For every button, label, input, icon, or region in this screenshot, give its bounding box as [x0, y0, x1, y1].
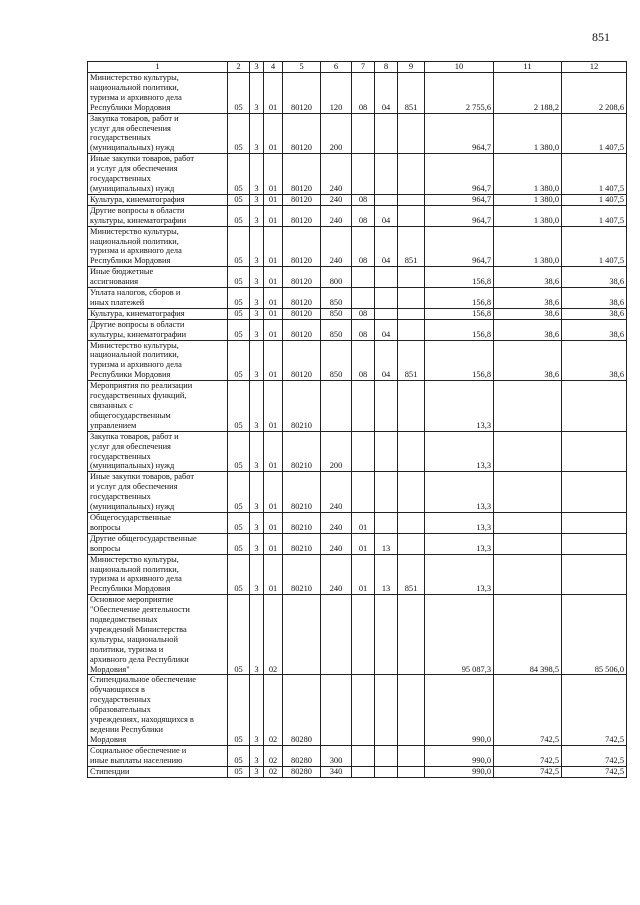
amount-year1-cell: 964,7: [425, 226, 494, 267]
section-cell: 08: [352, 226, 375, 267]
razdel-code-cell: 05: [228, 154, 250, 195]
amount-year1-cell: 964,7: [425, 205, 494, 226]
program-code-cell: 01: [264, 431, 283, 472]
razdel-code-cell: 05: [228, 431, 250, 472]
program-code-cell: 01: [264, 319, 283, 340]
section-cell: 01: [352, 554, 375, 595]
razdel-code-cell: 05: [228, 319, 250, 340]
row-name-cell: Иные бюджетные ассигнования: [88, 267, 228, 288]
amount-year2-cell: [494, 431, 562, 472]
ministry-code-cell: [398, 675, 425, 745]
section-cell: [352, 675, 375, 745]
razdel-code-cell: 05: [228, 194, 250, 205]
expense-type-cell: 200: [321, 113, 352, 154]
amount-year2-cell: 38,6: [494, 319, 562, 340]
expense-type-cell: 240: [321, 512, 352, 533]
ministry-code-cell: [398, 766, 425, 777]
ministry-code-cell: [398, 533, 425, 554]
sub-code-cell: 3: [250, 288, 264, 309]
expense-type-cell: 850: [321, 308, 352, 319]
ministry-code-cell: [398, 205, 425, 226]
amount-year1-cell: 13,3: [425, 381, 494, 432]
sub-code-cell: 3: [250, 533, 264, 554]
row-name-cell: Закупка товаров, работ и услуг для обеспечения государственных (муниципальных) нужд: [88, 431, 228, 472]
column-header: 7: [352, 62, 375, 73]
amount-year3-cell: [562, 472, 627, 513]
subsection-cell: 13: [375, 554, 398, 595]
amount-year1-cell: 990,0: [425, 745, 494, 766]
ministry-code-cell: [398, 381, 425, 432]
table-row: [88, 194, 627, 205]
sub-code-cell: 3: [250, 113, 264, 154]
amount-year2-cell: 38,6: [494, 308, 562, 319]
amount-year1-cell: 13,3: [425, 472, 494, 513]
table-row: [88, 533, 627, 554]
header-row: [88, 62, 627, 73]
amount-year3-cell: 742,5: [562, 745, 627, 766]
article-code-cell: 80280: [283, 745, 321, 766]
ministry-code-cell: [398, 154, 425, 195]
amount-year3-cell: 85 506,0: [562, 595, 627, 675]
column-header: 6: [321, 62, 352, 73]
subsection-cell: [375, 381, 398, 432]
razdel-code-cell: 05: [228, 73, 250, 114]
article-code-cell: 80120: [283, 154, 321, 195]
sub-code-cell: 3: [250, 319, 264, 340]
subsection-cell: [375, 512, 398, 533]
program-code-cell: 01: [264, 340, 283, 381]
table-row: [88, 675, 627, 745]
row-name-cell: Министерство культуры, национальной политики, туризма и архивного дела Республики Мордовия: [88, 73, 228, 114]
expense-type-cell: [321, 381, 352, 432]
ministry-code-cell: [398, 595, 425, 675]
program-code-cell: 01: [264, 381, 283, 432]
program-code-cell: 01: [264, 154, 283, 195]
program-code-cell: 01: [264, 205, 283, 226]
amount-year1-cell: 156,8: [425, 267, 494, 288]
razdel-code-cell: 05: [228, 340, 250, 381]
row-name-cell: Культура, кинематография: [88, 194, 228, 205]
table-row: [88, 308, 627, 319]
row-name-cell: Другие общегосударственные вопросы: [88, 533, 228, 554]
amount-year3-cell: 38,6: [562, 340, 627, 381]
program-code-cell: 01: [264, 194, 283, 205]
amount-year1-cell: 156,8: [425, 308, 494, 319]
column-header: 10: [425, 62, 494, 73]
amount-year1-cell: 990,0: [425, 766, 494, 777]
subsection-cell: 04: [375, 226, 398, 267]
ministry-code-cell: [398, 431, 425, 472]
article-code-cell: 80280: [283, 675, 321, 745]
amount-year3-cell: [562, 533, 627, 554]
amount-year3-cell: [562, 512, 627, 533]
article-code-cell: 80120: [283, 308, 321, 319]
table-row: [88, 205, 627, 226]
sub-code-cell: 3: [250, 512, 264, 533]
amount-year3-cell: 1 407,5: [562, 154, 627, 195]
amount-year2-cell: [494, 472, 562, 513]
article-code-cell: 80210: [283, 512, 321, 533]
ministry-code-cell: [398, 113, 425, 154]
razdel-code-cell: 05: [228, 288, 250, 309]
razdel-code-cell: 05: [228, 472, 250, 513]
amount-year3-cell: 742,5: [562, 766, 627, 777]
ministry-code-cell: 851: [398, 73, 425, 114]
section-cell: [352, 766, 375, 777]
table-row: [88, 431, 627, 472]
sub-code-cell: 3: [250, 766, 264, 777]
table-row: [88, 267, 627, 288]
razdel-code-cell: 05: [228, 226, 250, 267]
amount-year3-cell: 2 208,6: [562, 73, 627, 114]
article-code-cell: 80210: [283, 381, 321, 432]
program-code-cell: 01: [264, 267, 283, 288]
ministry-code-cell: 851: [398, 340, 425, 381]
subsection-cell: [375, 745, 398, 766]
program-code-cell: 02: [264, 675, 283, 745]
amount-year2-cell: 38,6: [494, 267, 562, 288]
razdel-code-cell: 05: [228, 113, 250, 154]
amount-year3-cell: 1 407,5: [562, 194, 627, 205]
amount-year1-cell: 13,3: [425, 431, 494, 472]
subsection-cell: [375, 431, 398, 472]
table-row: [88, 554, 627, 595]
section-cell: 08: [352, 194, 375, 205]
amount-year3-cell: 1 407,5: [562, 113, 627, 154]
program-code-cell: 02: [264, 745, 283, 766]
row-name-cell: Мероприятия по реализации государственных функций, связанных с общегосударственным управлением: [88, 381, 228, 432]
column-header: 2: [228, 62, 250, 73]
amount-year3-cell: 38,6: [562, 319, 627, 340]
program-code-cell: 01: [264, 533, 283, 554]
sub-code-cell: 3: [250, 745, 264, 766]
article-code-cell: 80210: [283, 554, 321, 595]
program-code-cell: 01: [264, 512, 283, 533]
expense-type-cell: 200: [321, 431, 352, 472]
amount-year1-cell: 156,8: [425, 340, 494, 381]
ministry-code-cell: [398, 472, 425, 513]
table-row: [88, 745, 627, 766]
amount-year1-cell: 2 755,6: [425, 73, 494, 114]
expense-type-cell: 240: [321, 226, 352, 267]
razdel-code-cell: 05: [228, 554, 250, 595]
subsection-cell: [375, 675, 398, 745]
program-code-cell: 01: [264, 113, 283, 154]
ministry-code-cell: [398, 745, 425, 766]
expense-type-cell: 240: [321, 154, 352, 195]
amount-year1-cell: 13,3: [425, 554, 494, 595]
ministry-code-cell: [398, 308, 425, 319]
row-name-cell: Уплата налогов, сборов и иных платежей: [88, 288, 228, 309]
razdel-code-cell: 05: [228, 675, 250, 745]
sub-code-cell: 3: [250, 194, 264, 205]
razdel-code-cell: 05: [228, 512, 250, 533]
section-cell: [352, 381, 375, 432]
amount-year3-cell: 742,5: [562, 675, 627, 745]
column-header: 1: [88, 62, 228, 73]
subsection-cell: 04: [375, 319, 398, 340]
razdel-code-cell: 05: [228, 766, 250, 777]
expense-type-cell: 240: [321, 194, 352, 205]
subsection-cell: [375, 113, 398, 154]
expense-type-cell: [321, 595, 352, 675]
column-header: 9: [398, 62, 425, 73]
subsection-cell: [375, 595, 398, 675]
sub-code-cell: 3: [250, 381, 264, 432]
article-code-cell: 80120: [283, 288, 321, 309]
sub-code-cell: 3: [250, 595, 264, 675]
table-row: [88, 340, 627, 381]
sub-code-cell: 3: [250, 675, 264, 745]
program-code-cell: 01: [264, 226, 283, 267]
article-code-cell: 80120: [283, 73, 321, 114]
subsection-cell: 04: [375, 73, 398, 114]
section-cell: 08: [352, 319, 375, 340]
table-row: [88, 512, 627, 533]
amount-year2-cell: [494, 512, 562, 533]
article-code-cell: 80120: [283, 267, 321, 288]
amount-year1-cell: 13,3: [425, 533, 494, 554]
table-body: [88, 73, 627, 778]
expense-type-cell: 850: [321, 288, 352, 309]
amount-year3-cell: 38,6: [562, 288, 627, 309]
row-name-cell: Другие вопросы в области культуры, кинематографии: [88, 319, 228, 340]
section-cell: [352, 472, 375, 513]
subsection-cell: 13: [375, 533, 398, 554]
table-row: [88, 595, 627, 675]
ministry-code-cell: [398, 319, 425, 340]
table-row: [88, 113, 627, 154]
expense-type-cell: 800: [321, 267, 352, 288]
amount-year3-cell: [562, 431, 627, 472]
expense-type-cell: 240: [321, 472, 352, 513]
amount-year2-cell: [494, 554, 562, 595]
section-cell: [352, 154, 375, 195]
section-cell: 08: [352, 308, 375, 319]
program-code-cell: 01: [264, 308, 283, 319]
program-code-cell: 01: [264, 73, 283, 114]
table-row: [88, 381, 627, 432]
section-cell: [352, 595, 375, 675]
ministry-code-cell: [398, 267, 425, 288]
column-header: 12: [562, 62, 627, 73]
section-cell: [352, 113, 375, 154]
row-name-cell: Культура, кинематография: [88, 308, 228, 319]
article-code-cell: 80210: [283, 533, 321, 554]
sub-code-cell: 3: [250, 267, 264, 288]
section-cell: 08: [352, 340, 375, 381]
subsection-cell: [375, 308, 398, 319]
sub-code-cell: 3: [250, 340, 264, 381]
section-cell: 08: [352, 73, 375, 114]
row-name-cell: Общегосударственные вопросы: [88, 512, 228, 533]
table-row: [88, 472, 627, 513]
subsection-cell: [375, 267, 398, 288]
subsection-cell: [375, 288, 398, 309]
amount-year2-cell: 1 380,0: [494, 205, 562, 226]
column-header: 8: [375, 62, 398, 73]
amount-year1-cell: 156,8: [425, 288, 494, 309]
row-name-cell: Иные закупки товаров, работ и услуг для обеспечения государственных (муниципальных) нужд: [88, 472, 228, 513]
amount-year1-cell: 964,7: [425, 113, 494, 154]
amount-year1-cell: 990,0: [425, 675, 494, 745]
article-code-cell: 80120: [283, 340, 321, 381]
subsection-cell: [375, 154, 398, 195]
column-header: 4: [264, 62, 283, 73]
section-cell: [352, 431, 375, 472]
ministry-code-cell: 851: [398, 226, 425, 267]
subsection-cell: [375, 194, 398, 205]
amount-year1-cell: 156,8: [425, 319, 494, 340]
razdel-code-cell: 05: [228, 595, 250, 675]
amount-year3-cell: 38,6: [562, 267, 627, 288]
column-header: 11: [494, 62, 562, 73]
amount-year3-cell: 1 407,5: [562, 226, 627, 267]
program-code-cell: 01: [264, 472, 283, 513]
program-code-cell: 01: [264, 288, 283, 309]
amount-year2-cell: [494, 533, 562, 554]
article-code-cell: 80120: [283, 113, 321, 154]
expense-type-cell: 240: [321, 205, 352, 226]
section-cell: 01: [352, 512, 375, 533]
subsection-cell: 04: [375, 340, 398, 381]
section-cell: 01: [352, 533, 375, 554]
table-row: [88, 319, 627, 340]
amount-year2-cell: 1 380,0: [494, 194, 562, 205]
amount-year2-cell: 1 380,0: [494, 113, 562, 154]
ministry-code-cell: [398, 512, 425, 533]
subsection-cell: [375, 766, 398, 777]
column-header: 5: [283, 62, 321, 73]
expense-type-cell: 340: [321, 766, 352, 777]
amount-year1-cell: 964,7: [425, 194, 494, 205]
row-name-cell: Министерство культуры, национальной политики, туризма и архивного дела Республики Мордовия: [88, 554, 228, 595]
section-cell: 08: [352, 205, 375, 226]
row-name-cell: Иные закупки товаров, работ и услуг для обеспечения государственных (муниципальных) нужд: [88, 154, 228, 195]
amount-year2-cell: 38,6: [494, 340, 562, 381]
table-row: [88, 288, 627, 309]
row-name-cell: Стипендиальное обеспечение обучающихся в государственных образовательных учреждениях, находящихся в ведении Республики Мордовия: [88, 675, 228, 745]
amount-year1-cell: 95 087,3: [425, 595, 494, 675]
sub-code-cell: 3: [250, 431, 264, 472]
table-row: [88, 226, 627, 267]
amount-year2-cell: 1 380,0: [494, 226, 562, 267]
sub-code-cell: 3: [250, 73, 264, 114]
subsection-cell: [375, 472, 398, 513]
amount-year1-cell: 13,3: [425, 512, 494, 533]
razdel-code-cell: 05: [228, 533, 250, 554]
expense-type-cell: 850: [321, 319, 352, 340]
expense-type-cell: 120: [321, 73, 352, 114]
sub-code-cell: 3: [250, 154, 264, 195]
row-name-cell: Министерство культуры, национальной политики, туризма и архивного дела Республики Мордовия: [88, 226, 228, 267]
ministry-code-cell: 851: [398, 554, 425, 595]
row-name-cell: Социальное обеспечение и иные выплаты населению: [88, 745, 228, 766]
expense-type-cell: 240: [321, 554, 352, 595]
amount-year1-cell: 964,7: [425, 154, 494, 195]
expense-type-cell: 240: [321, 533, 352, 554]
ministry-code-cell: [398, 194, 425, 205]
table-row: [88, 766, 627, 777]
razdel-code-cell: 05: [228, 308, 250, 319]
section-cell: [352, 745, 375, 766]
program-code-cell: 02: [264, 595, 283, 675]
section-cell: [352, 267, 375, 288]
section-cell: [352, 288, 375, 309]
article-code-cell: 80210: [283, 431, 321, 472]
sub-code-cell: 3: [250, 472, 264, 513]
page-number: 851: [592, 30, 610, 44]
table-row: [88, 73, 627, 114]
article-code-cell: 80210: [283, 472, 321, 513]
expense-type-cell: 850: [321, 340, 352, 381]
amount-year3-cell: 1 407,5: [562, 205, 627, 226]
amount-year2-cell: 742,5: [494, 675, 562, 745]
table-row: [88, 154, 627, 195]
amount-year3-cell: [562, 554, 627, 595]
amount-year3-cell: [562, 381, 627, 432]
expense-type-cell: 300: [321, 745, 352, 766]
amount-year2-cell: 742,5: [494, 745, 562, 766]
article-code-cell: 80120: [283, 205, 321, 226]
row-name-cell: Другие вопросы в области культуры, кинематографии: [88, 205, 228, 226]
amount-year3-cell: 38,6: [562, 308, 627, 319]
amount-year2-cell: 38,6: [494, 288, 562, 309]
sub-code-cell: 3: [250, 554, 264, 595]
article-code-cell: 80280: [283, 766, 321, 777]
article-code-cell: [283, 595, 321, 675]
program-code-cell: 01: [264, 554, 283, 595]
razdel-code-cell: 05: [228, 267, 250, 288]
budget-table: [87, 61, 627, 778]
row-name-cell: Основное мероприятие "Обеспечение деятельности подведомственных учреждений Министерства культуры, национальной политики, туризма и архивного дела Республики Мордовия": [88, 595, 228, 675]
amount-year2-cell: 84 398,5: [494, 595, 562, 675]
sub-code-cell: 3: [250, 226, 264, 267]
amount-year2-cell: 2 188,2: [494, 73, 562, 114]
razdel-code-cell: 05: [228, 381, 250, 432]
article-code-cell: 80120: [283, 226, 321, 267]
row-name-cell: Закупка товаров, работ и услуг для обеспечения государственных (муниципальных) нужд: [88, 113, 228, 154]
subsection-cell: 04: [375, 205, 398, 226]
razdel-code-cell: 05: [228, 745, 250, 766]
column-header: 3: [250, 62, 264, 73]
amount-year2-cell: 742,5: [494, 766, 562, 777]
sub-code-cell: 3: [250, 205, 264, 226]
sub-code-cell: 3: [250, 308, 264, 319]
amount-year2-cell: [494, 381, 562, 432]
article-code-cell: 80120: [283, 319, 321, 340]
amount-year2-cell: 1 380,0: [494, 154, 562, 195]
program-code-cell: 02: [264, 766, 283, 777]
article-code-cell: 80120: [283, 194, 321, 205]
razdel-code-cell: 05: [228, 205, 250, 226]
row-name-cell: Стипендии: [88, 766, 228, 777]
ministry-code-cell: [398, 288, 425, 309]
row-name-cell: Министерство культуры, национальной политики, туризма и архивного дела Республики Мордовия: [88, 340, 228, 381]
expense-type-cell: [321, 675, 352, 745]
